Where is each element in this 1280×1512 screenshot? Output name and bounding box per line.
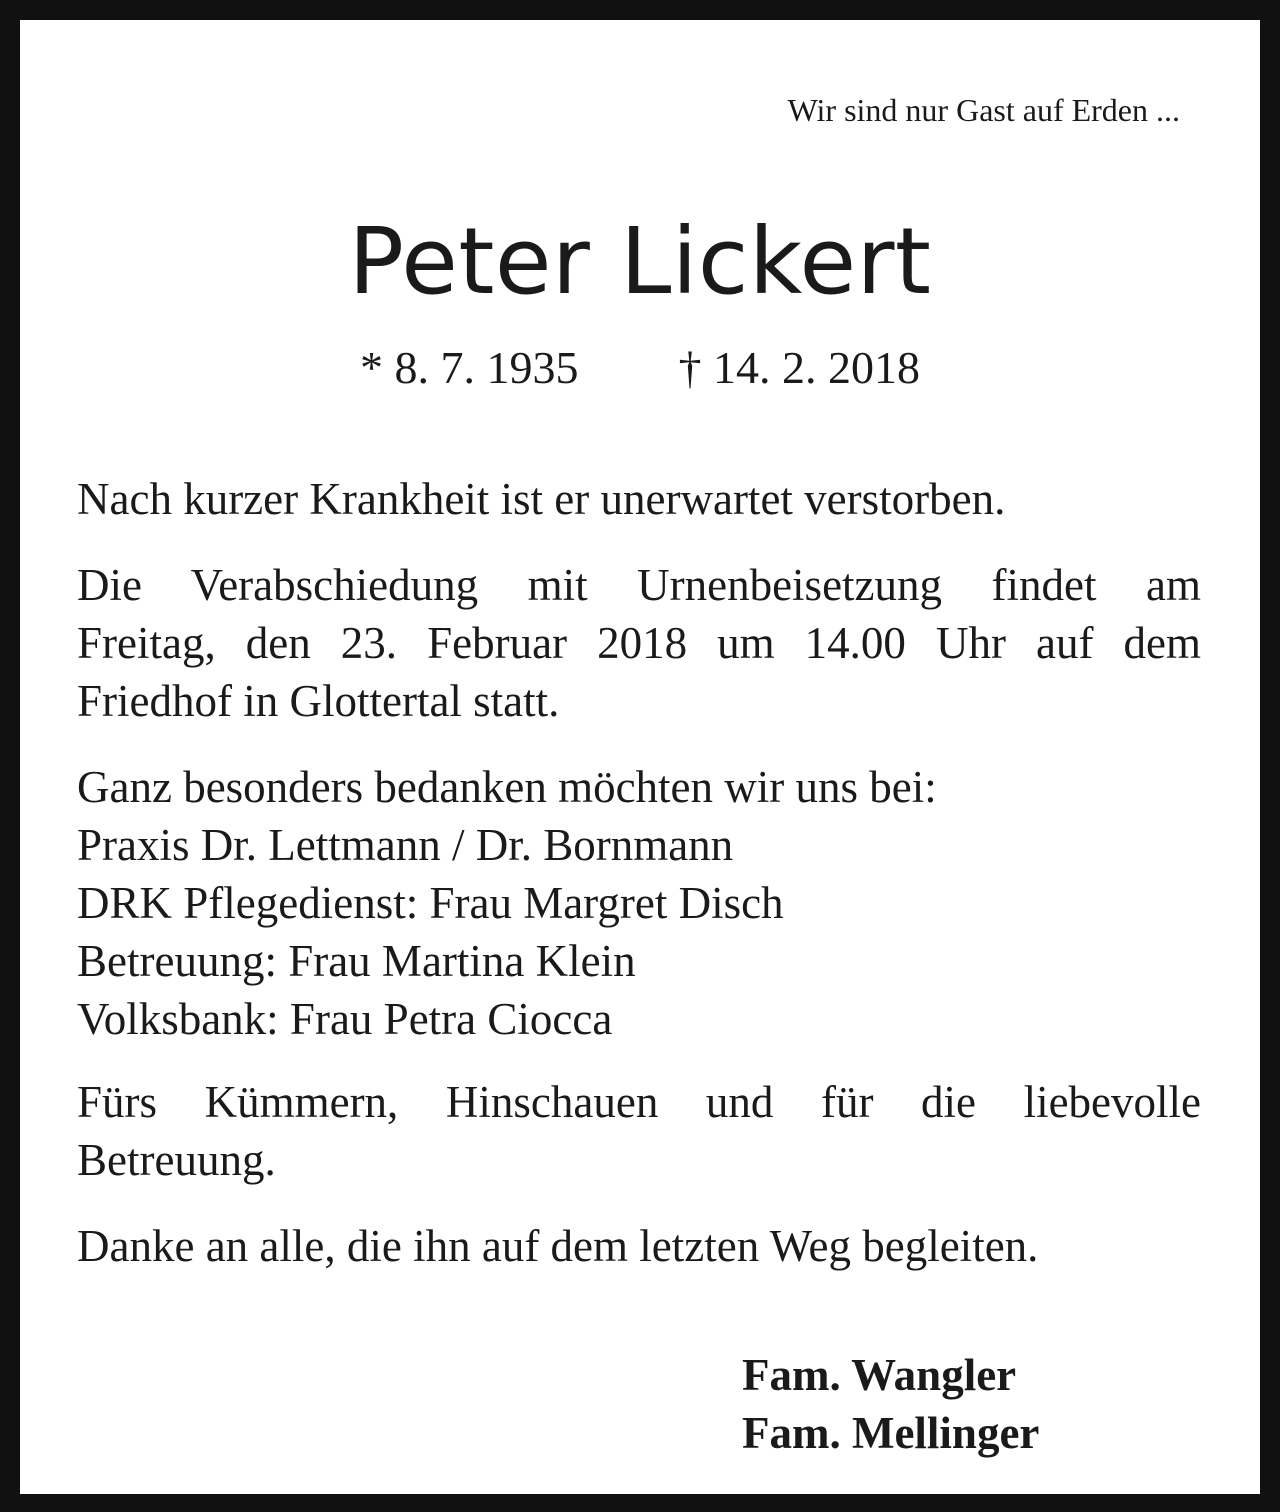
motto: Wir sind nur Gast auf Erden ... [787, 92, 1180, 128]
life-dates [20, 338, 1260, 398]
paragraph-line: Betreuung. [77, 1135, 276, 1185]
paragraph-farewell [77, 556, 1201, 730]
deceased-name: Peter Lickert [348, 208, 932, 315]
paragraph-line: Betreuung: Frau Martina Klein [77, 936, 636, 986]
signature-line: Fam. Wangler [742, 1350, 1017, 1400]
paragraph-line: Ganz besonders bedanken möchten wir uns bei: [77, 762, 937, 812]
paragraph-thanks-list [77, 758, 1201, 1048]
paragraph-line: Danke an alle, die ihn auf dem letzten Weg begleiten. [77, 1221, 1039, 1271]
birth-date: * 8. 7. 1935 [360, 342, 579, 393]
paragraph-passing [77, 470, 1201, 528]
signature-line: Fam. Mellinger [742, 1408, 1040, 1458]
paragraph-line: Fürs Kümmern, Hinschauen und für die liebevolle [77, 1077, 1201, 1127]
paragraph-care [77, 1073, 1201, 1189]
paragraph-line: Friedhof in Glottertal statt. [77, 676, 560, 726]
signature-block [742, 1346, 1039, 1462]
paragraph-line: DRK Pflegedienst: Frau Margret Disch [77, 878, 784, 928]
death-date: † 14. 2. 2018 [678, 342, 920, 393]
paragraph-line: Die Verabschiedung mit Urnenbeisetzung findet am [77, 560, 1201, 610]
paragraph-line: Freitag, den 23. Februar 2018 um 14.00 Uhr auf dem [77, 618, 1201, 668]
paragraph-line: Volksbank: Frau Petra Ciocca [77, 994, 613, 1044]
paragraph-line: Praxis Dr. Lettmann / Dr. Bornmann [77, 820, 734, 870]
paragraph-gratitude [77, 1217, 1201, 1275]
paragraph-line: Nach kurzer Krankheit ist er unerwartet verstorben. [77, 474, 1006, 524]
